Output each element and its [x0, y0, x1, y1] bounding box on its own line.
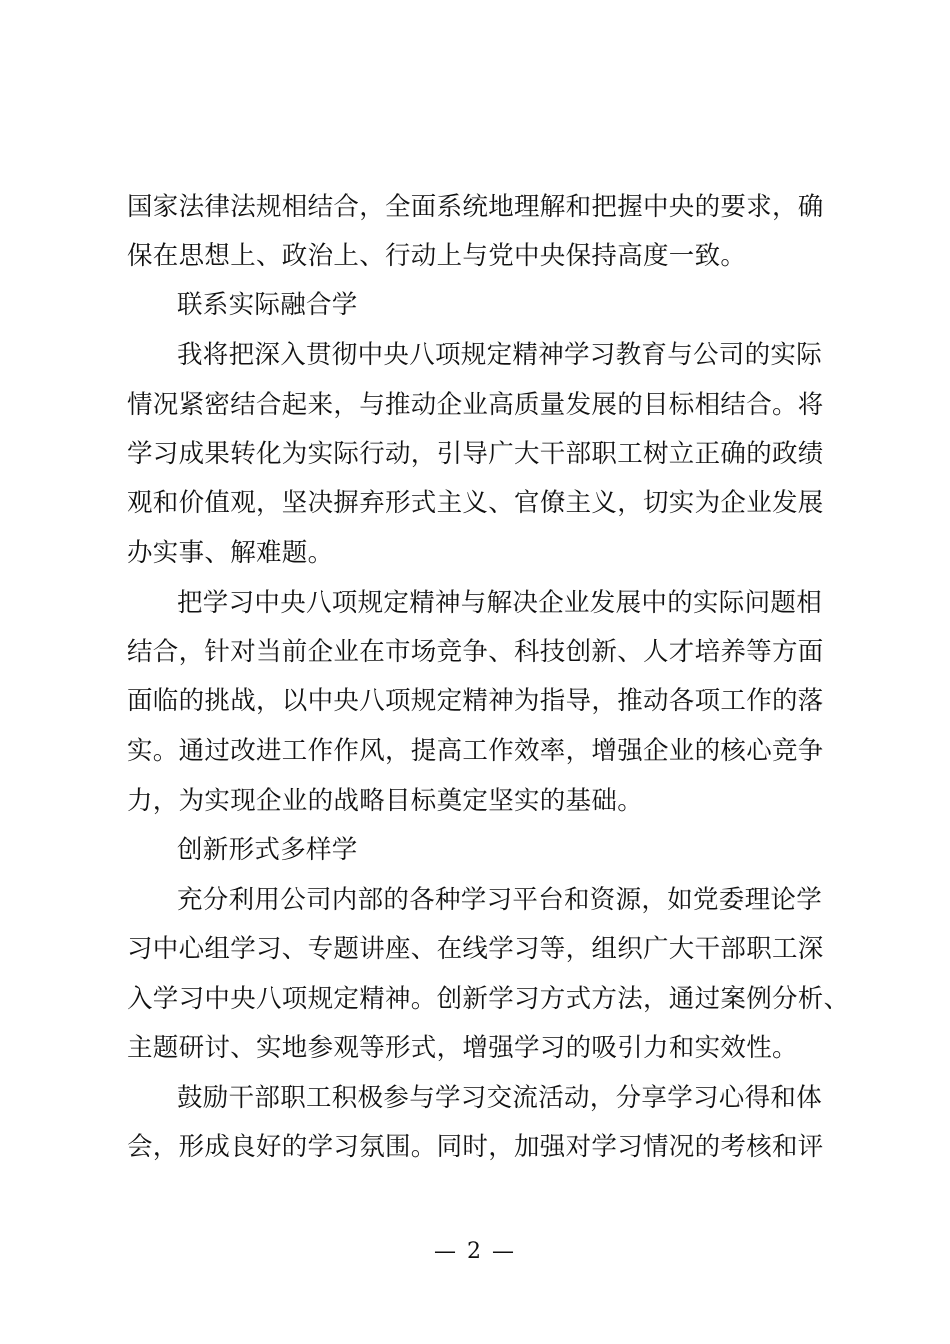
text-line: 办实事、解难题。 [127, 538, 334, 568]
text-line: 我将把深入贯彻中央八项规定精神学习教育与公司的实际 [177, 340, 823, 370]
text-line: 入学习中央八项规定精神。创新学习方式方法，通过案例分析、 [127, 984, 850, 1014]
text-line: 习中心组学习、专题讲座、在线学习等，组织广大干部职工深 [127, 934, 824, 964]
text-line: 把学习中央八项规定精神与解决企业发展中的实际问题相 [177, 588, 823, 618]
text-line: 结合，针对当前企业在市场竞争、科技创新、人才培养等方面 [127, 637, 824, 667]
text-line: 会，形成良好的学习氛围。同时，加强对学习情况的考核和评 [127, 1132, 824, 1162]
text-line: 面临的挑战，以中央八项规定精神为指导，推动各项工作的落 [127, 686, 824, 716]
section-heading: 联系实际融合学 [177, 290, 358, 320]
text-line: 实。通过改进工作作风，提高工作效率，增强企业的核心竞争 [127, 736, 824, 766]
text-line: 国家法律法规相结合，全面系统地理解和把握中央的要求，确 [127, 192, 824, 222]
text-line: 力，为实现企业的战略目标奠定坚实的基础。 [127, 786, 644, 816]
text-line: 充分利用公司内部的各种学习平台和资源，如党委理论学 [177, 885, 823, 915]
page-number: — 2 — [434, 1239, 516, 1264]
section-heading: 创新形式多样学 [177, 835, 358, 865]
text-line: 学习成果转化为实际行动，引导广大干部职工树立正确的政绩 [127, 439, 824, 469]
text-line: 观和价值观，坚决摒弃形式主义、官僚主义，切实为企业发展 [127, 488, 824, 518]
text-line: 鼓励干部职工积极参与学习交流活动，分享学习心得和体 [177, 1083, 823, 1113]
text-line: 保在思想上、政治上、行动上与党中央保持高度一致。 [127, 241, 747, 271]
text-line: 情况紧密结合起来，与推动企业高质量发展的目标相结合。将 [127, 390, 824, 420]
text-line: 主题研讨、实地参观等形式，增强学习的吸引力和实效性。 [127, 1033, 798, 1063]
